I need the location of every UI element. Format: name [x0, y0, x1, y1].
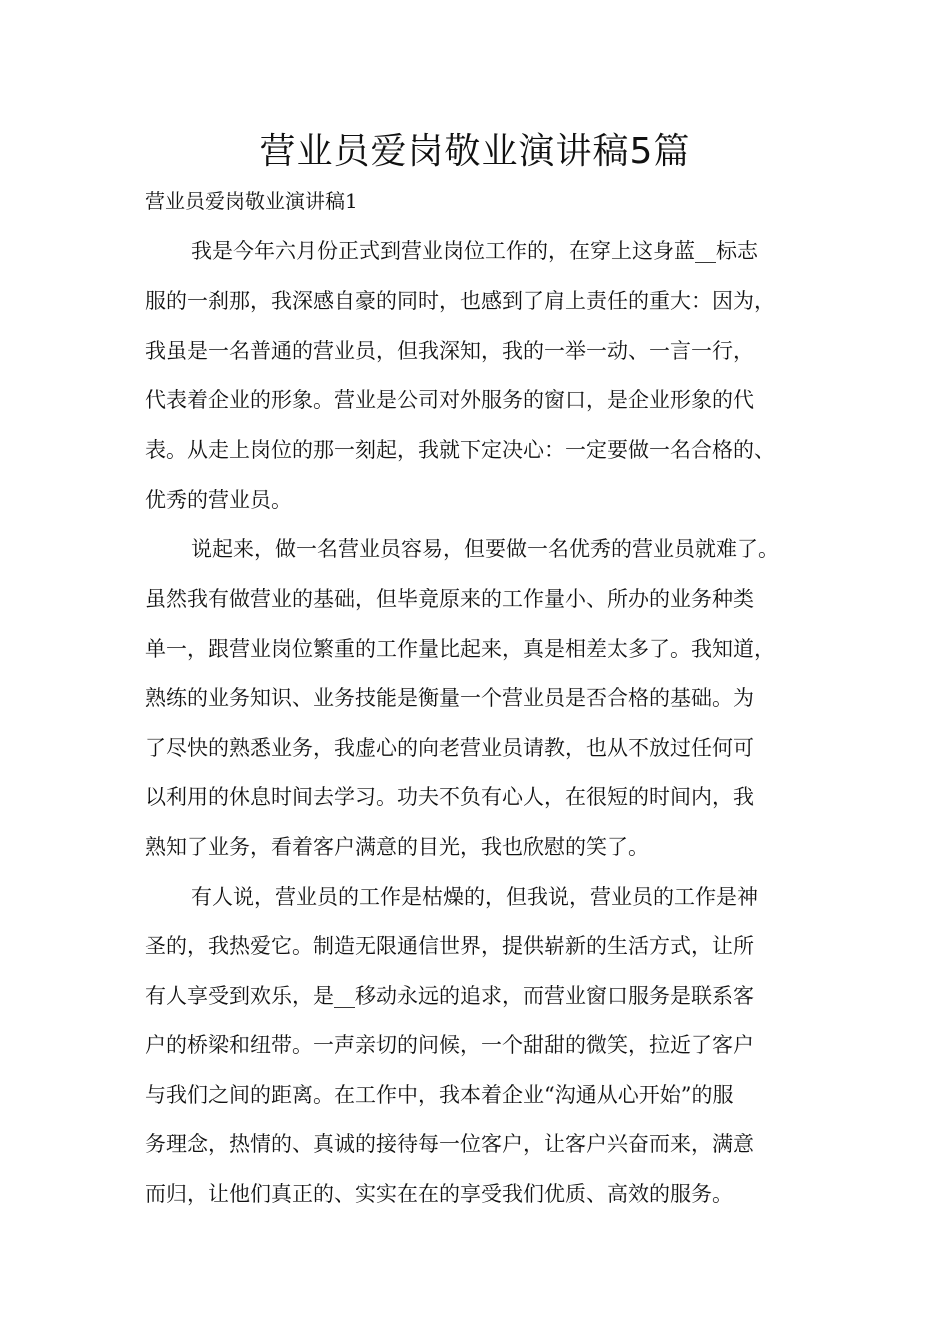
paragraph-2-line-2: 虽然我有做营业的基础，但毕竟原来的工作量小、所办的业务种类	[145, 587, 754, 611]
paragraph-3-line-6: 务理念，热情的、真诚的接待每一位客户，让客户兴奋而来，满意	[145, 1132, 754, 1156]
paragraph-2-line-1: 说起来，做一名营业员容易，但要做一名优秀的营业员就难了。	[191, 537, 779, 561]
paragraph-1-line-4: 代表着企业的形象。营业是公司对外服务的窗口，是企业形象的代	[145, 388, 754, 412]
paragraph-3-line-7: 而归，让他们真正的、实实在在的享受我们优质、高效的服务。	[145, 1182, 733, 1206]
paragraph-2-line-4: 熟练的业务知识、业务技能是衡量一个营业员是否合格的基础。为	[145, 686, 754, 710]
paragraph-3-line-5: 与我们之间的距离。在工作中，我本着企业“沟通从心开始”的服	[145, 1083, 734, 1107]
paragraph-3-line-4: 户的桥梁和纽带。一声亲切的问候，一个甜甜的微笑，拉近了客户	[145, 1033, 754, 1057]
paragraph-1-line-1: 我是今年六月份正式到营业岗位工作的，在穿上这身蓝__标志	[191, 239, 758, 263]
paragraph-2-line-7: 熟知了业务，看着客户满意的目光，我也欣慰的笑了。	[145, 835, 649, 859]
paragraph-3-line-2: 圣的，我热爱它。制造无限通信世界，提供崭新的生活方式，让所	[145, 934, 754, 958]
document-subtitle: 营业员爱岗敬业演讲稿1	[145, 189, 358, 213]
paragraph-1-line-6: 优秀的营业员。	[145, 488, 292, 512]
paragraph-2-line-5: 了尽快的熟悉业务，我虚心的向老营业员请教，也从不放过任何可	[145, 736, 754, 760]
paragraph-2-line-3: 单一，跟营业岗位繁重的工作量比起来，真是相差太多了。我知道，	[145, 637, 775, 661]
paragraph-1-line-3: 我虽是一名普通的营业员，但我深知，我的一举一动、一言一行，	[145, 339, 754, 363]
paragraph-1-line-2: 服的一刹那，我深感自豪的同时，也感到了肩上责任的重大：因为，	[145, 289, 775, 313]
paragraph-2-line-6: 以利用的休息时间去学习。功夫不负有心人，在很短的时间内，我	[145, 785, 754, 809]
paragraph-1-line-5: 表。从走上岗位的那一刻起，我就下定决心：一定要做一名合格的、	[145, 438, 775, 462]
document-title: 营业员爱岗敬业演讲稿5篇	[259, 131, 691, 172]
paragraph-3-line-3: 有人享受到欢乐，是__移动永远的追求，而营业窗口服务是联系客	[145, 984, 754, 1008]
paragraph-3-line-1: 有人说，营业员的工作是枯燥的，但我说，营业员的工作是神	[191, 885, 758, 909]
